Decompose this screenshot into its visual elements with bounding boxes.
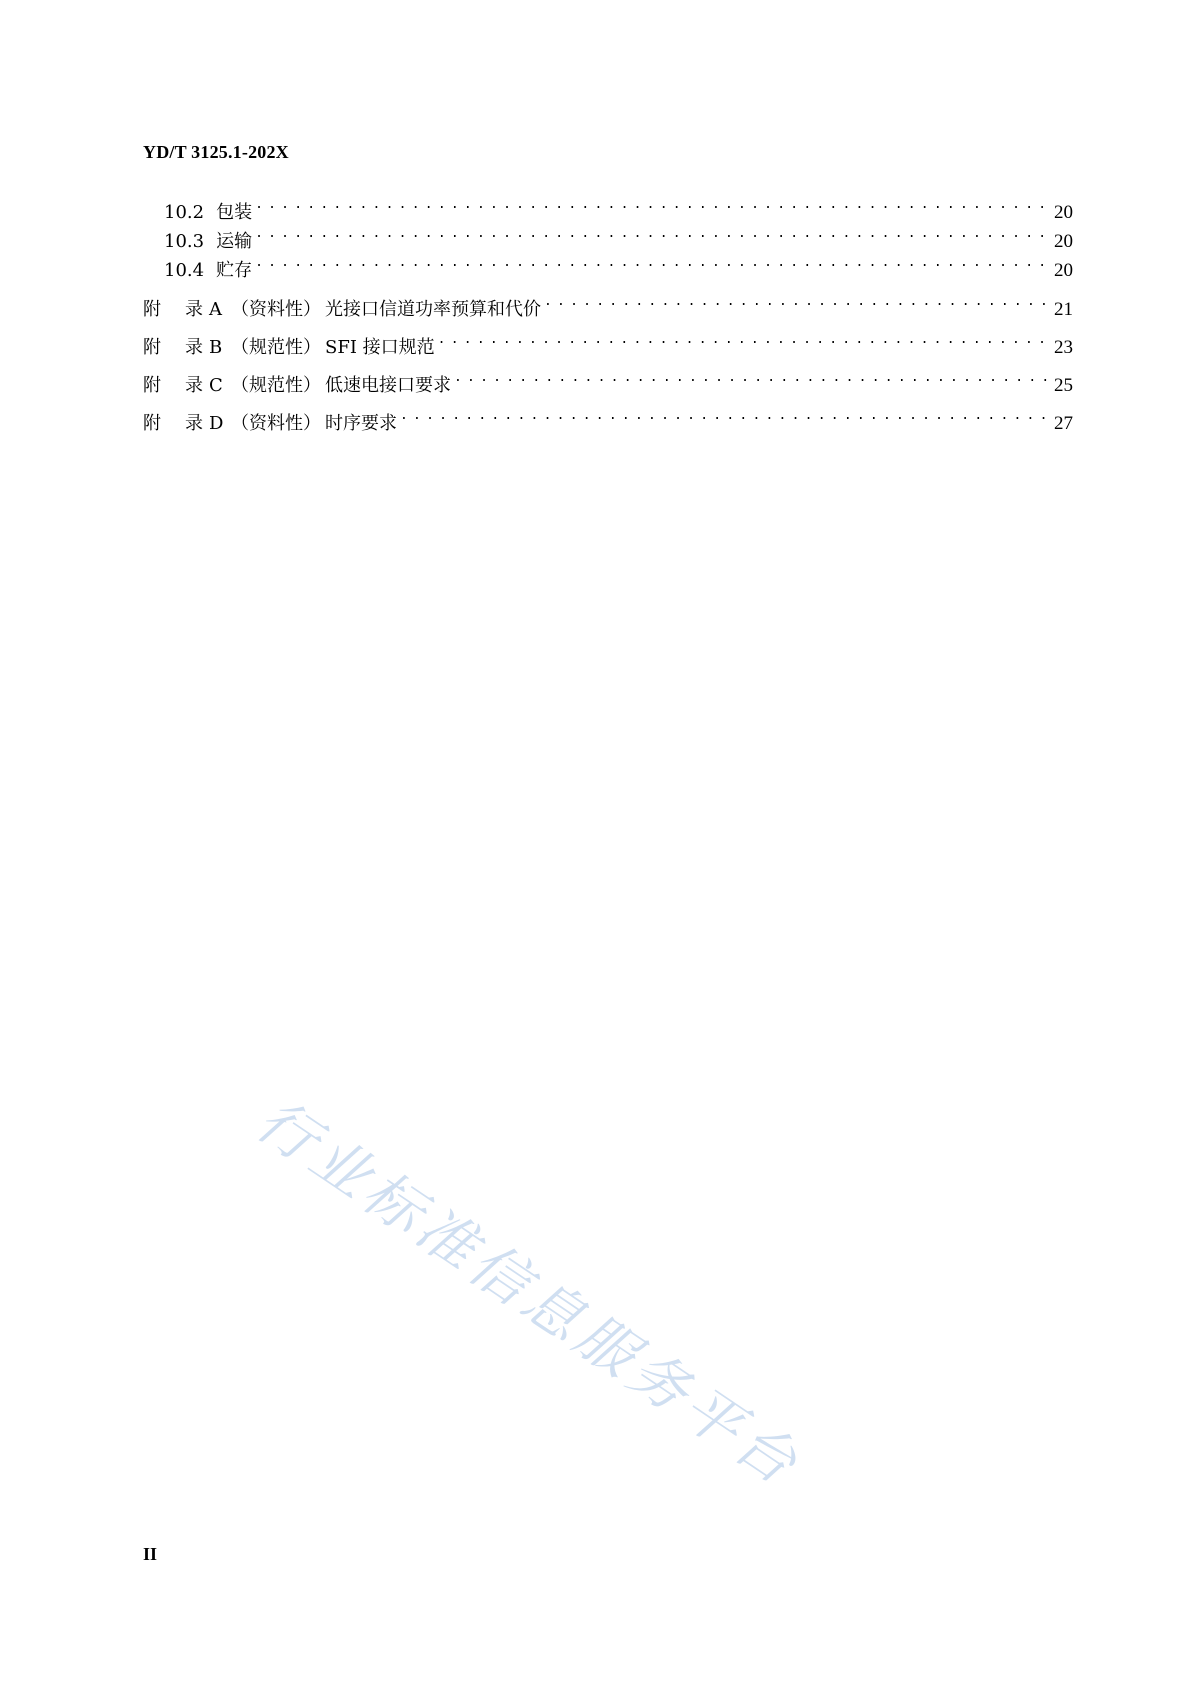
toc-leader-dots — [255, 250, 1048, 276]
toc-entry-10-3[interactable] — [143, 221, 1073, 252]
appendix-letter: A — [209, 299, 222, 320]
toc-entry-10-2[interactable] — [143, 192, 1073, 223]
toc-leader-dots — [255, 192, 1048, 218]
toc-leader-dots — [255, 221, 1048, 247]
appendix-word-char: 录 — [185, 299, 203, 320]
toc-entry-number: 10.3 — [164, 231, 205, 252]
toc-entry-title: 包装 — [216, 202, 253, 223]
document-code: YD/T 3125.1-202X — [143, 142, 289, 162]
appendix-type: （规范性） — [231, 375, 321, 396]
toc-entry-page: 20 — [1054, 260, 1073, 281]
toc-entry-appendix-a[interactable] — [143, 289, 1073, 320]
toc-entry-title: 时序要求 — [325, 413, 397, 434]
appendix-word — [143, 297, 209, 323]
appendix-type: （规范性） — [231, 337, 321, 358]
appendix-word-char: 附 — [143, 299, 161, 320]
toc-entry-page: 27 — [1054, 413, 1073, 434]
toc-entry-page: 20 — [1054, 202, 1073, 223]
appendix-word-char: 录 — [185, 337, 203, 358]
toc-leader-dots — [454, 365, 1048, 391]
appendix-word-char: 附 — [143, 337, 161, 358]
appendix-word-char: 附 — [143, 375, 161, 396]
appendix-word — [143, 335, 209, 361]
toc-entry-page: 23 — [1054, 337, 1073, 358]
toc-entry-page: 21 — [1054, 299, 1073, 320]
appendix-word-char: 录 — [185, 375, 203, 396]
appendix-type: （资料性） — [231, 299, 321, 320]
toc-leader-dots — [400, 403, 1048, 429]
appendix-letter: B — [209, 337, 223, 358]
appendix-word — [143, 411, 209, 437]
appendix-letter: D — [209, 413, 224, 434]
appendix-word-char: 附 — [143, 413, 161, 434]
appendix-word — [143, 373, 209, 399]
appendix-letter: C — [209, 375, 223, 396]
toc-leader-dots — [438, 327, 1048, 353]
toc-entry-title: 贮存 — [216, 260, 253, 281]
toc-entry-appendix-c[interactable] — [143, 365, 1073, 396]
toc-entry-number: 10.2 — [164, 202, 205, 223]
toc-entry-title: SFI 接口规范 — [325, 337, 435, 358]
toc-entry-title: 运输 — [216, 231, 253, 252]
appendix-word-char: 录 — [185, 413, 203, 434]
watermark: 行业标准信息服务平台 — [244, 1085, 814, 1501]
toc-entry-title: 低速电接口要求 — [325, 375, 451, 396]
toc-entry-10-4[interactable] — [143, 250, 1073, 281]
page-number: II — [143, 1544, 158, 1564]
toc-entry-number: 10.4 — [164, 260, 205, 281]
toc-entry-page: 25 — [1054, 375, 1073, 396]
toc-entry-appendix-b[interactable] — [143, 327, 1073, 358]
toc-entry-title: 光接口信道功率预算和代价 — [325, 299, 541, 320]
toc-leader-dots — [544, 289, 1048, 315]
appendix-type: （资料性） — [231, 413, 321, 434]
toc-entry-appendix-d[interactable] — [143, 403, 1073, 434]
toc-entry-page: 20 — [1054, 231, 1073, 252]
